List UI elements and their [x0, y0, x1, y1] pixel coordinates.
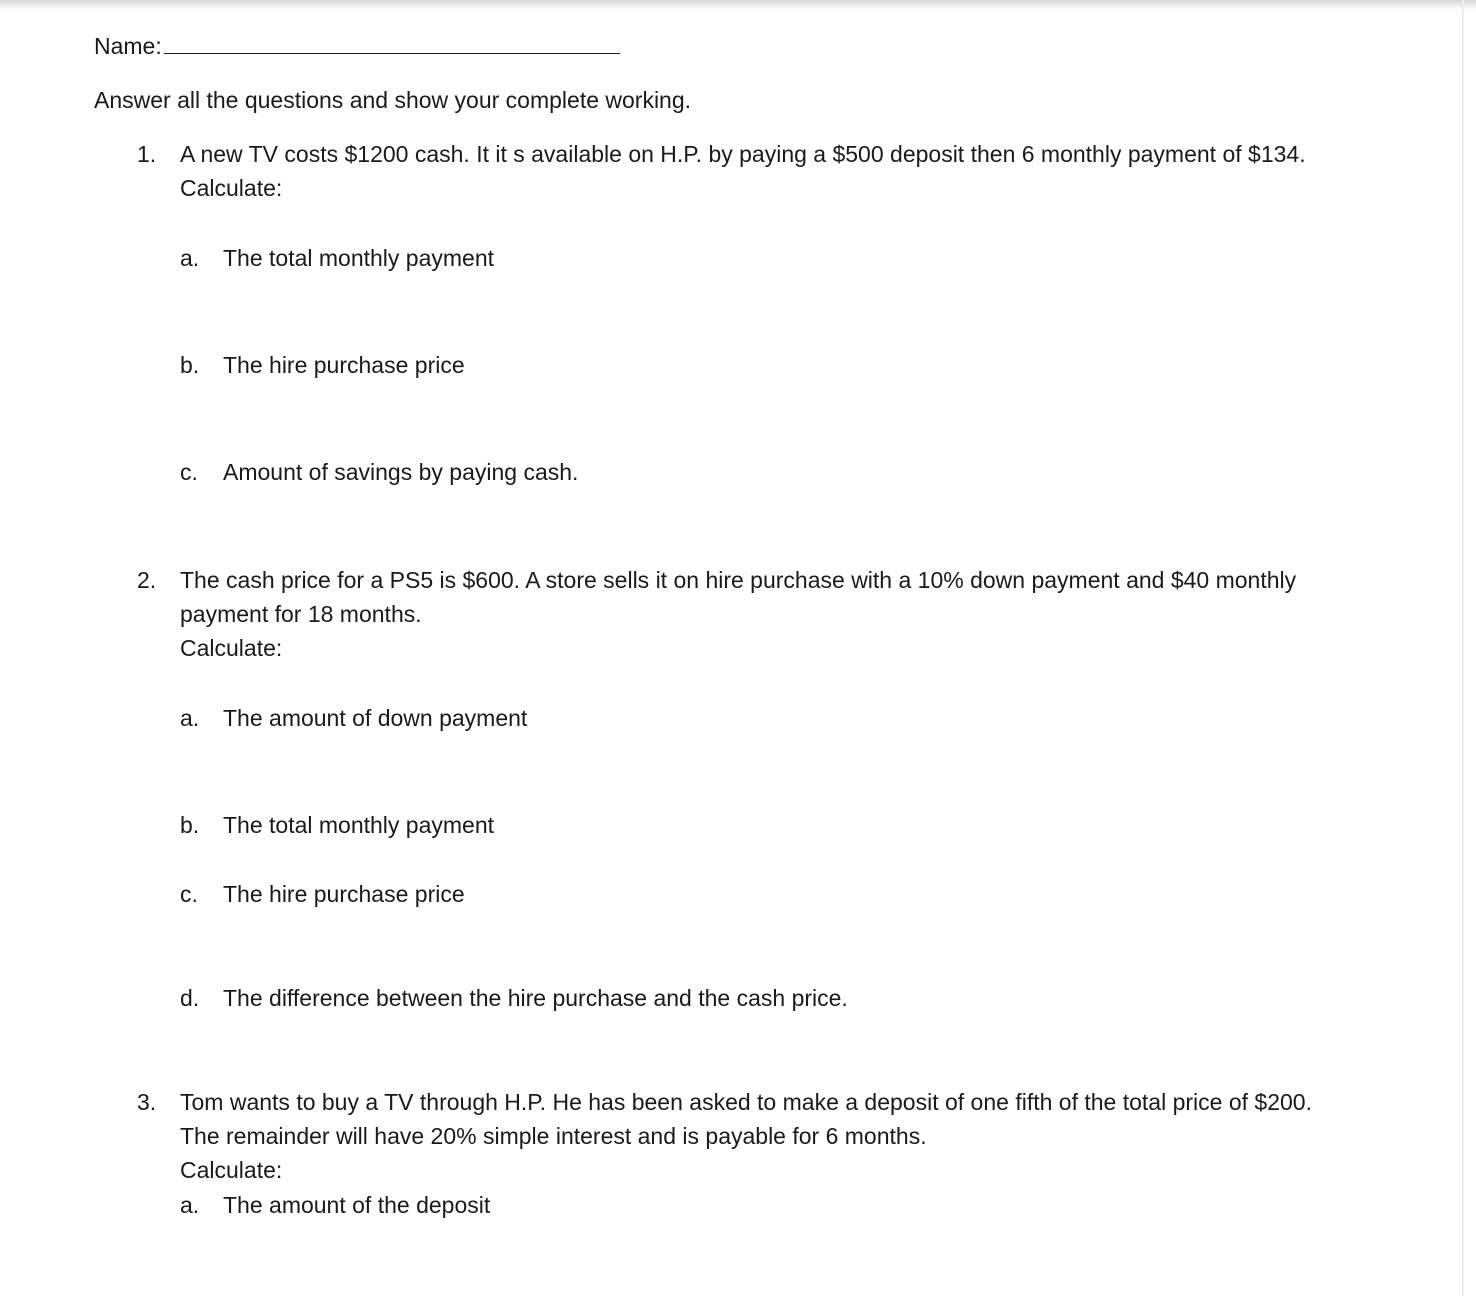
name-line: [94, 29, 620, 63]
part-letter: a.: [180, 245, 200, 271]
part-letter: c.: [180, 459, 198, 485]
question-number: 3.: [137, 1089, 157, 1115]
name-blank-line: [164, 31, 620, 54]
part-letter: a.: [180, 1192, 200, 1218]
part-text: The hire purchase price: [223, 881, 465, 907]
part-text: The hire purchase price: [223, 352, 465, 378]
part-text: The total monthly payment: [223, 812, 495, 838]
part-letter: d.: [180, 985, 200, 1011]
part-text: The total monthly payment: [223, 245, 495, 271]
question-calculate: Calculate:: [180, 635, 283, 661]
question-calculate: Calculate:: [180, 1157, 283, 1183]
page-right-edge: [1462, 0, 1464, 1296]
question-text: The cash price for a PS5 is $600. A store sells it on hire purchase with a 10% down payment and $40 monthly: [180, 567, 1297, 593]
part-text: The difference between the hire purchase and the cash price.: [223, 985, 848, 1011]
part-letter: b.: [180, 812, 200, 838]
part-letter: b.: [180, 352, 200, 378]
instructions: Answer all the questions and show your complete working.: [94, 87, 692, 113]
question-number: 2.: [137, 567, 157, 593]
question-text: Tom wants to buy a TV through H.P. He has been asked to make a deposit of one fifth of the total price of $200.: [180, 1089, 1312, 1115]
part-text: Amount of savings by paying cash.: [223, 459, 579, 485]
name-label: Name:: [94, 33, 162, 59]
question-text-continued: The remainder will have 20% simple interest and is payable for 6 months.: [180, 1123, 927, 1149]
part-letter: a.: [180, 705, 200, 731]
question-calculate: Calculate:: [180, 175, 283, 201]
question-text: A new TV costs $1200 cash. It it s available on H.P. by paying a $500 deposit then 6 monthly payment of $134.: [180, 141, 1306, 167]
part-text: The amount of the deposit: [223, 1192, 491, 1218]
part-letter: c.: [180, 881, 198, 907]
question-number: 1.: [137, 141, 157, 167]
part-text: The amount of down payment: [223, 705, 528, 731]
question-text-continued: payment for 18 months.: [180, 601, 422, 627]
